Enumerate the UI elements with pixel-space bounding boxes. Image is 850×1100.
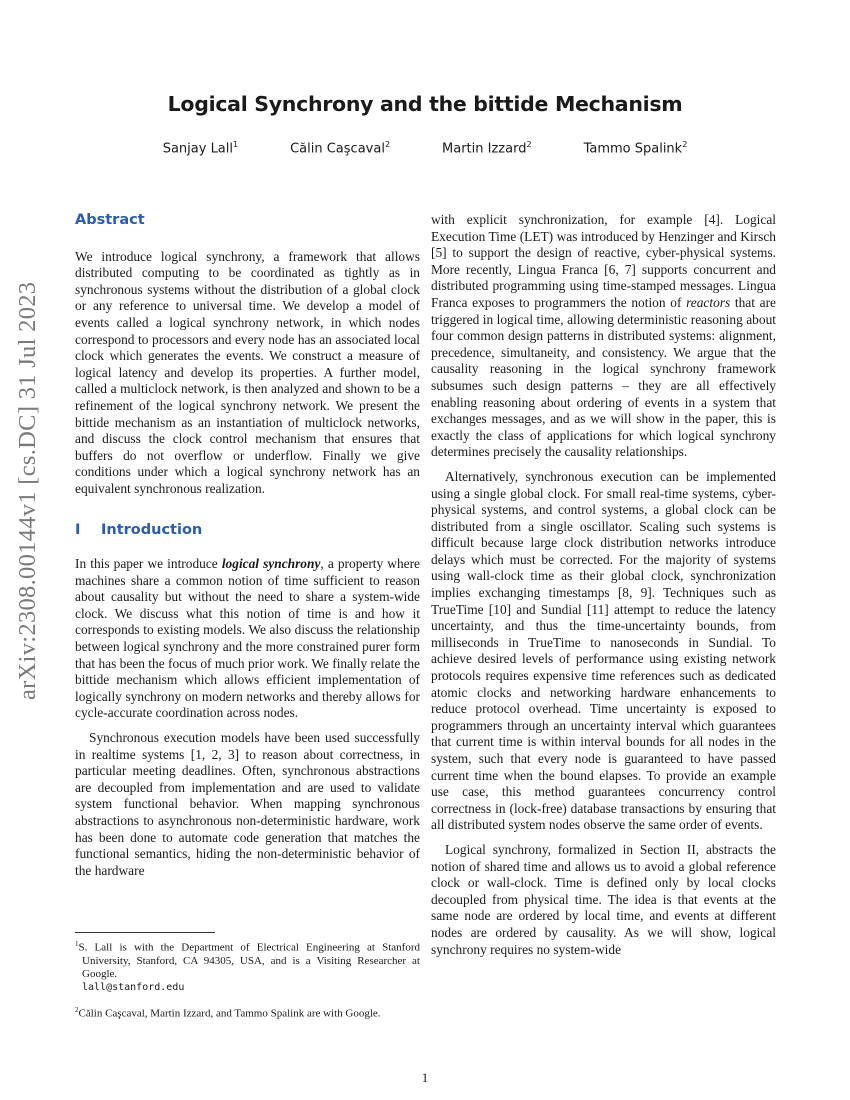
footnote-2: $^2$Călin Caşcaval, Martin Izzard, and Tammo Spalink are with Google. — [75, 1006, 381, 1021]
left-column — [75, 212, 420, 887]
author: Martin Izzard$^2$ — [442, 140, 532, 157]
footnotes — [75, 938, 420, 1031]
right-column — [431, 212, 776, 966]
introduction-heading: I Introduction — [75, 521, 203, 538]
page-number: 1 — [421, 1070, 429, 1085]
author-email-link[interactable]: lall@stanford.edu — [82, 982, 185, 994]
intro-paragraph-2: Synchronous execution models have been used successfully in realtime systems [1, 2, 3] to reason about correctness, in particular meeting deadlines. Often, synchronous abstractions are decoupled from implementation and are used to validate system functional behavior. When mapping synchronous abstractions to asynchronous non-deterministic hardware, work has been done to automate code generation that matches the functional semantics, hiding the non-deterministic behavior of the hardware — [75, 730, 420, 878]
abstract-text: We introduce logical synchrony, a framework that allows distributed computing to be coordinated as tightly as in synchronous systems without the distribution of a global clock or any reference to universal time. We develop a model of events called a logical synchrony network, in which nodes correspond to processors and every node has an associated local clock which generates the events. We construct a measure of logical latency and develop its properties. A further model, called a multiclock network, is then analyzed and shown to be a refinement of the logical synchrony network. We present the bittide mechanism as an instantiation of multiclock networks, and discuss the clock control mechanism that ensures that buffers do not overflow or underflow. Finally we give conditions under which a logical synchrony network has an equivalent synchronous realization. — [75, 248, 420, 496]
intro-paragraph-4: Logical synchrony, formalized in Section II, abstracts the notion of shared time and allows us to avoid a global reference clock or wall-clock. Time is defined only by local clocks decoupled from physical time. The idea is that events at the same node are ordered by local time, and events at different nodes are ordered by causality. As we will show, logical synchrony requires no system-wide — [431, 841, 776, 957]
footnote-1: $^1$S. Lall is with the Department of Electrical Engineering at Stanford University, Stanford, CA 94305, USA, and is a Visiting Researcher at Google. lall@stanford.edu — [75, 940, 420, 994]
intro-paragraph-3: Alternatively, synchronous execution can be implemented using a single global clock. For small real-time systems, cyber-physical systems, and control systems, a global clock can be distributed from a single oscillator. Scaling such systems is difficult because large clock distribution networks introduce delays which must be corrected. For the majority of systems using wall-clock time as their global clock, synchronization implies exchanging timestamps [8, 9]. Techniques such as TrueTime [10] and Sundial [11] attempt to reduce the latency uncertainty, and thus the time-uncertainty bounds, from milliseconds in TrueTime to nanoseconds in Sundial. To achieve desired levels of performance using existing network protocols requires expensive time references such as dedicated atomic clocks and networking hardware enhancements to reduce protocol overhead. Time uncertainty is exposed to programmers through an uncertainty interval which guarantees that current time is within interval bounds for all nodes in the system, such that every node is guaranteed to have passed current time when the bound elapses. To provide an example use case, this method guarantees concurrency control correctness in (lock-free) database transactions by ensuring that all distributed system nodes observe the same order of events. — [431, 468, 776, 833]
footnote-divider — [75, 932, 215, 933]
abstract-heading: Abstract — [75, 212, 145, 228]
intro-paragraph-1: In this paper we introduce logical synchrony, a property where machines share a common notion of time sufficient to reason about causality but without the need to share a system-wide clock. We discuss what this notion of time is and how it corresponds to existing models. We also discuss the relationship between logical synchrony and the more constrained purer form that has been the focus of much prior work. We finally relate the bittide mechanism which allows efficient implementation of logically synchrony on modern networks and thereby allows for cycle-accurate coordination across nodes. — [75, 556, 420, 721]
intro-paragraph-2-continued: with explicit synchronization, for example [4]. Logical Execution Time (LET) was introduced by Henzinger and Kirsch [5] to support the design of reactive, cyber-physical systems. More recently, Lingua Franca [6, 7] supports concurrent and distributed programming using time-stamped messages. Lingua Franca exposes to programmers the notion of reactors that are triggered in logical time, allowing deterministic reasoning about four common design patterns in distributed systems: alignment, precedence, simultaneity, and consistency. We argue that the causality reasoning in the logical synchrony framework subsumes such design patterns – they are all effectively enabling reasoning about ordering of events in a system that exchanges messages, and as we will show in the paper, this is exactly the class of applications for which logical synchrony determines precisely the causality relationships. — [431, 212, 776, 460]
author: Călin Caşcaval$^2$ — [290, 140, 391, 157]
author: Tammo Spalink$^2$ — [583, 140, 688, 157]
author-list — [0, 140, 850, 156]
arxiv-identifier-stamp: arXiv:2308.00144v1 [cs.DC] 31 Jul 2023 — [14, 281, 41, 700]
paper-title: Logical Synchrony and the bittide Mechanism — [167, 92, 683, 116]
author: Sanjay Lall$^1$ — [162, 140, 239, 157]
